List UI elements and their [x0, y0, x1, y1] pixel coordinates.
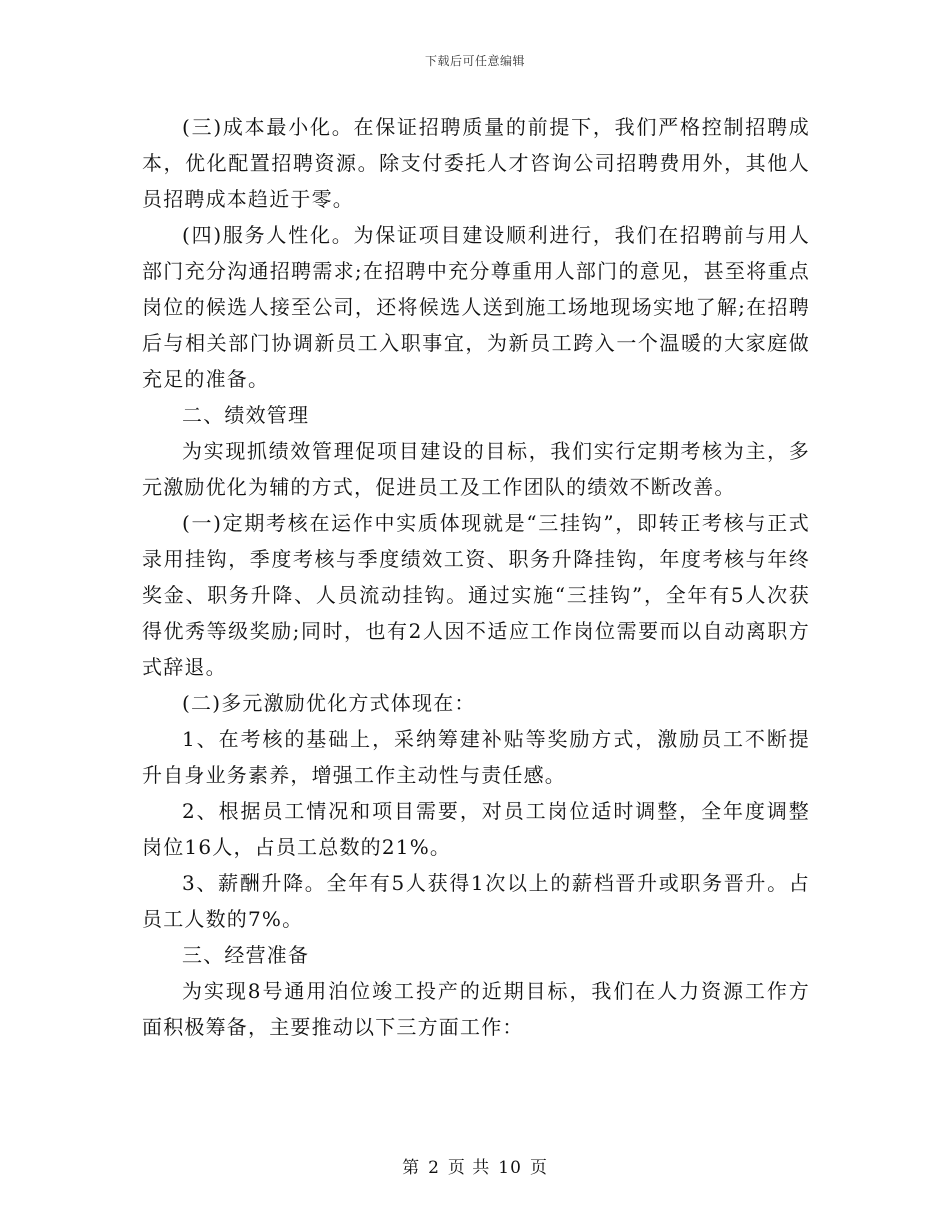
footer-page-number: 2: [428, 1158, 440, 1178]
paragraph-regular-assessment: (一)定期考核在运作中实质体现就是“三挂钩”，即转正考核与正式录用挂钩，季度考核与季度绩效工资、职务升降挂钩，年度考核与年终奖金、职务升降、人员流动挂钩。通过实施“三挂钩”，全年有5人次获得优秀等级奖励;同时，也有2人因不适应工作岗位需要而以自动离职方式辞退。: [142, 511, 810, 679]
footer-prefix: 第: [402, 1158, 421, 1178]
paragraph-operation-intro: 为实现8号通用泊位竣工投产的近期目标，我们在人力资源工作方面积极筹备，主要推动以下三方面工作：: [142, 979, 810, 1039]
paragraph-incentive-intro: (二)多元激励优化方式体现在：: [182, 691, 476, 715]
footer-mid: 页 共: [447, 1158, 491, 1178]
list-item-3: 3、薪酬升降。全年有5人获得1次以上的薪档晋升或职务晋升。占员工人数的7%。: [142, 871, 810, 931]
document-body: [142, 109, 810, 1045]
page-footer: [0, 1153, 950, 1178]
footer-suffix: 页: [529, 1158, 548, 1178]
paragraph-service-humanization: (四)服务人性化。为保证项目建设顺利进行，我们在招聘前与用人部门充分沟通招聘需求;在招聘中充分尊重用人部门的意见，甚至将重点岗位的候选人接至公司，还将候选人送到施工场地现场实地了解;在招聘后与相关部门协调新员工入职事宜，为新员工跨入一个温暖的大家庭做充足的准备。: [142, 223, 810, 391]
page-header: 下载后可任意编辑: [424, 54, 525, 68]
paragraph-cost-minimization: (三)成本最小化。在保证招聘质量的前提下，我们严格控制招聘成本，优化配置招聘资源。除支付委托人才咨询公司招聘费用外，其他人员招聘成本趋近于零。: [142, 115, 810, 211]
section-heading-performance: 二、绩效管理: [182, 403, 310, 427]
section-heading-operation: 三、经营准备: [182, 943, 310, 967]
paragraph-performance-intro: 为实现抓绩效管理促项目建设的目标，我们实行定期考核为主，多元激励优化为辅的方式，促进员工及工作团队的绩效不断改善。: [142, 439, 810, 499]
list-item-2: 2、根据员工情况和项目需要，对员工岗位适时调整，全年度调整岗位16人，占员工总数的21%。: [142, 799, 810, 859]
footer-total-pages: 10: [498, 1158, 522, 1178]
list-item-1: 1、在考核的基础上，采纳筹建补贴等奖励方式，激励员工不断提升自身业务素养，增强工作主动性与责任感。: [142, 727, 810, 787]
